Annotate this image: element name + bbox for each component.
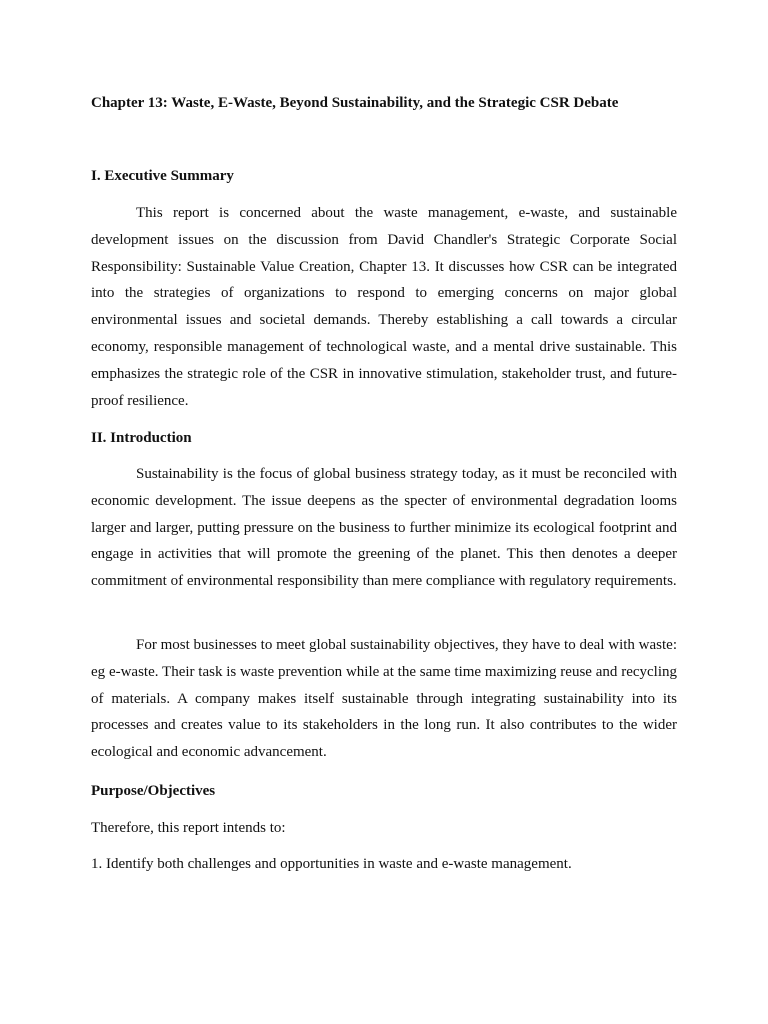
introduction-paragraph-1: Sustainability is the focus of global business strategy today, as it must be reconciled with economic development. The issue deepens as the specter of environmental degradation looms larger and larger, putting pressure on the business to further minimize its ecological footprint and engage in activities that will promote the greening of the planet. This then denotes a deeper commitment of environmental responsibility than mere compliance with regulatory requirements. (91, 466, 677, 590)
introduction-paragraph-2: For most businesses to meet global sustainability objectives, they have to deal with waste: eg e-waste. Their task is waste prevention while at the same time maximizing reuse and recycling of materials. A company makes itself sustainable through integrating sustainability into its processes and creates value to its stakeholders in the long run. It also contributes to the wider ecological and economic advancement. (91, 637, 677, 761)
list-item: 1. Identify both challenges and opportunities in waste and e-waste management. (91, 856, 572, 872)
purpose-lead: Therefore, this report intends to: (91, 820, 286, 836)
executive-summary-heading: I. Executive Summary (91, 168, 234, 184)
purpose-heading: Purpose/Objectives (91, 783, 216, 799)
introduction-heading: II. Introduction (91, 430, 192, 446)
document-title: Chapter 13: Waste, E-Waste, Beyond Sustainability, and the Strategic CSR Debate (91, 95, 619, 111)
executive-summary-paragraph: This report is concerned about the waste management, e-waste, and sustainable development issues on the discussion from David Chandler's Strategic Corporate Social Responsibility: Sustainable Value Creation, Chapter 13. It discusses how CSR can be integrated into the strategies of organizations to respond to emerging concerns on major global environmental issues and societal demands. Thereby establishing a call towards a circular economy, responsible management of technological waste, and a mental drive sustainable. This emphasizes the strategic role of the CSR in innovative stimulation, stakeholder trust, and future-proof resilience. (91, 205, 677, 409)
